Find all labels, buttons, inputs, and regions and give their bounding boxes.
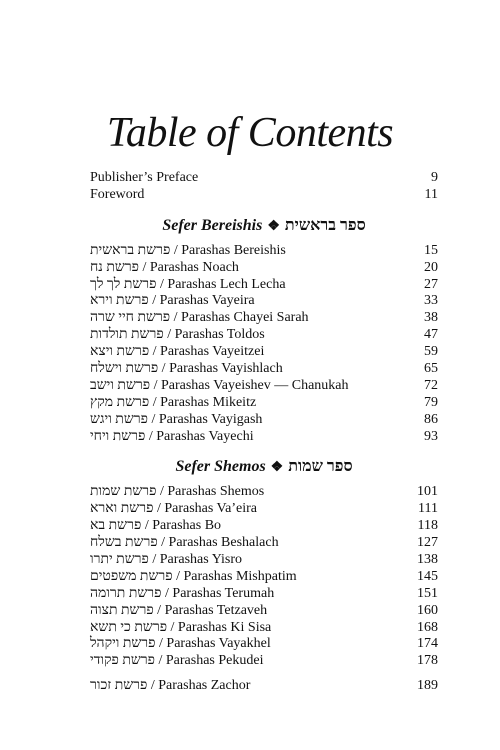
toc-entry-label <box>90 653 263 670</box>
toc-entry[interactable] <box>90 429 438 446</box>
toc-entry[interactable] <box>90 260 438 277</box>
toc-page-number: 38 <box>424 310 438 326</box>
toc-list <box>90 170 438 695</box>
entry-english-name: Parashas Pekudei <box>165 653 264 669</box>
entry-english-name: Parashas Zachor <box>158 678 251 694</box>
entry-divider: / <box>149 394 161 410</box>
section-name-english: Sefer Shemos <box>175 458 266 476</box>
toc-entry-label: Publisher’s Preface <box>90 170 199 185</box>
toc-entry[interactable] <box>90 327 438 344</box>
entry-divider: / <box>149 344 161 360</box>
toc-entry-label <box>90 552 242 569</box>
entry-hebrew-name: פרשת מקץ <box>90 394 150 410</box>
entry-divider: / <box>139 259 150 275</box>
entry-hebrew-name: פרשת ויצא <box>90 344 150 360</box>
toc-entry[interactable] <box>90 653 438 670</box>
entry-hebrew-name: פרשת בשלח <box>90 535 158 551</box>
entry-divider: / <box>150 377 161 393</box>
section-name-hebrew: ספר שמות <box>288 458 353 476</box>
toc-entry[interactable] <box>90 187 438 204</box>
toc-page-number: 59 <box>424 344 438 360</box>
section-separator-ornament: ❖ <box>270 460 284 476</box>
entry-spacer <box>90 670 438 678</box>
entry-english-name: Parashas Noach <box>149 259 239 275</box>
entry-english-name: Parashas Ki Sisa <box>177 619 272 635</box>
entry-hebrew-name: פרשת כי תשא <box>90 619 168 635</box>
toc-page-number: 27 <box>424 276 438 292</box>
entry-divider: / <box>156 276 168 292</box>
entry-english-name: Parashas Vayakhel <box>166 636 271 652</box>
entry-english-name: Parashas Vayechi <box>156 428 254 444</box>
entry-hebrew-name: פרשת ויחי <box>90 428 146 444</box>
toc-entry[interactable] <box>90 361 438 378</box>
toc-entry[interactable] <box>90 620 438 637</box>
toc-entry[interactable] <box>90 552 438 569</box>
toc-entry-label <box>90 603 267 620</box>
toc-entry[interactable] <box>90 636 438 653</box>
entry-hebrew-name: פרשת ויגש <box>90 411 148 427</box>
toc-page-number: 47 <box>424 327 438 343</box>
toc-page-number: 151 <box>417 585 438 601</box>
toc-entry-label <box>90 327 265 344</box>
entry-english-name: Parashas Vayigash <box>158 411 263 427</box>
toc-entry-label <box>90 678 250 695</box>
entry-hebrew-name: פרשת וירא <box>90 293 149 309</box>
toc-entry[interactable] <box>90 484 438 501</box>
entry-english-name: Parashas Chayei Sarah <box>181 310 309 326</box>
entry-divider: / <box>157 535 169 551</box>
entry-hebrew-name: פרשת בא <box>90 518 142 534</box>
toc-entry[interactable] <box>90 277 438 294</box>
toc-entry[interactable] <box>90 395 438 412</box>
entry-english-name: Parashas Bereishis <box>181 242 286 258</box>
toc-entry-label <box>90 501 257 518</box>
entry-hebrew-name: פרשת משפטים <box>90 568 173 584</box>
toc-page-number: 189 <box>417 678 438 694</box>
entry-english-name: Parashas Vayeishev — Chanukah <box>160 377 349 393</box>
entry-divider: / <box>148 293 160 309</box>
toc-page-number: 15 <box>424 242 438 258</box>
toc-page-number: 101 <box>417 484 438 500</box>
entry-divider: / <box>153 501 165 517</box>
entry-hebrew-name: פרשת תצוה <box>90 602 154 618</box>
toc-entry-label <box>90 395 256 412</box>
toc-entry-label <box>90 586 274 603</box>
toc-page-number: 79 <box>424 394 438 410</box>
entry-english-name: Parashas Lech Lecha <box>167 276 286 292</box>
entry-hebrew-name: פרשת נח <box>90 259 139 275</box>
entry-english-name: Parashas Yisro <box>159 552 243 568</box>
toc-entry[interactable] <box>90 501 438 518</box>
toc-entry-label <box>90 310 309 327</box>
toc-page-number: 9 <box>431 170 438 185</box>
entry-english-name: Parashas Vayishlach <box>169 361 283 377</box>
entry-divider: / <box>147 411 159 427</box>
toc-page-number: 127 <box>417 535 438 551</box>
toc-page-number: 65 <box>424 361 438 377</box>
toc-page-number: 168 <box>417 619 438 635</box>
toc-entry[interactable] <box>90 678 438 695</box>
toc-page-number: 160 <box>417 602 438 618</box>
toc-page-number: 11 <box>424 186 438 202</box>
entry-hebrew-name: פרשת ויקהל <box>90 636 156 652</box>
entry-divider: / <box>172 568 184 584</box>
entry-hebrew-name: פרשת וישלח <box>90 361 159 377</box>
entry-english-name: Parashas Tetzaveh <box>164 602 268 618</box>
entry-hebrew-name: פרשת שמות <box>90 484 157 500</box>
toc-entry-label <box>90 412 262 429</box>
entry-divider: / <box>170 242 182 258</box>
toc-entry[interactable] <box>90 586 438 603</box>
section-heading <box>90 215 438 237</box>
entry-english-name: Parashas Shemos <box>167 484 265 500</box>
entry-divider: / <box>158 361 170 377</box>
section-name-english: Sefer Bereishis <box>162 216 263 234</box>
entry-divider: / <box>153 602 165 618</box>
entry-english-name: Parashas Vayeitzei <box>160 344 265 360</box>
section-name-hebrew: ספר בראשית <box>284 216 366 234</box>
toc-entry-label <box>90 293 255 310</box>
section-heading <box>90 456 438 478</box>
toc-entry[interactable] <box>90 293 438 310</box>
toc-entry[interactable] <box>90 310 438 327</box>
entry-divider: / <box>163 327 175 343</box>
toc-entry-label <box>90 569 297 586</box>
entry-english-name: Parashas Mishpatim <box>183 568 297 584</box>
toc-page-number: 174 <box>417 636 438 652</box>
toc-entry-label <box>90 429 254 446</box>
toc-page-number: 138 <box>417 552 438 568</box>
toc-page-number: 118 <box>417 518 438 534</box>
entry-divider: / <box>145 428 157 444</box>
toc-page-number: 111 <box>418 501 438 517</box>
toc-entry-label <box>90 243 286 260</box>
toc-page-number: 86 <box>424 411 438 427</box>
toc-page-number: 33 <box>424 293 438 309</box>
entry-hebrew-name: פרשת פקודי <box>90 653 155 669</box>
entry-hebrew-name: פרשת וישב <box>90 377 151 393</box>
toc-entry[interactable] <box>90 412 438 429</box>
toc-entry-label <box>90 260 239 277</box>
toc-page-number: 20 <box>424 259 438 275</box>
toc-entry[interactable] <box>90 243 438 260</box>
toc-entry-label <box>90 378 349 395</box>
entry-english-name: Parashas Va’eira <box>164 501 257 517</box>
toc-entry-label <box>90 484 264 501</box>
entry-hebrew-name: פרשת בראשית <box>90 242 171 258</box>
entry-divider: / <box>167 619 178 635</box>
toc-entry[interactable] <box>90 344 438 361</box>
entry-hebrew-name: פרשת חיי שרה <box>90 310 171 326</box>
toc-entry-label <box>90 361 283 378</box>
toc-page-number: 72 <box>424 377 438 393</box>
entry-hebrew-name: פרשת יתרו <box>90 552 149 568</box>
toc-entry-label <box>90 535 279 552</box>
entry-divider: / <box>154 653 166 669</box>
toc-entry[interactable] <box>90 378 438 395</box>
entry-english-name: Parashas Terumah <box>172 585 275 601</box>
entry-english-name: Parashas Toldos <box>174 327 265 343</box>
entry-divider: / <box>161 585 173 601</box>
toc-entry-label <box>90 620 271 637</box>
entry-hebrew-name: פרשת לך לך <box>90 276 157 292</box>
page-title: Table of Contents <box>106 110 394 156</box>
entry-english-name: Parashas Beshalach <box>168 535 279 551</box>
toc-entry-label <box>90 277 286 294</box>
toc-page-number: 93 <box>424 428 438 444</box>
toc-entry[interactable] <box>90 518 438 535</box>
toc-entry-label <box>90 636 271 653</box>
entry-english-name: Parashas Mikeitz <box>160 394 257 410</box>
toc-page-number: 178 <box>417 653 438 669</box>
toc-entry[interactable] <box>90 535 438 552</box>
entry-hebrew-name: פרשת וארא <box>90 501 154 517</box>
entry-divider: / <box>141 518 153 534</box>
entry-english-name: Parashas Bo <box>152 518 222 534</box>
entry-divider: / <box>147 678 159 694</box>
entry-divider: / <box>170 310 182 326</box>
entry-hebrew-name: פרשת תולדות <box>90 327 164 343</box>
section-separator-ornament: ❖ <box>267 218 280 234</box>
entry-english-name: Parashas Vayeira <box>159 293 255 309</box>
toc-entry[interactable] <box>90 603 438 620</box>
toc-entry-label: Foreword <box>90 186 145 202</box>
entry-divider: / <box>156 484 168 500</box>
entry-hebrew-name: פרשת זכור <box>90 678 148 694</box>
entry-divider: / <box>155 636 167 652</box>
entry-divider: / <box>148 552 160 568</box>
entry-hebrew-name: פרשת תרומה <box>90 585 162 601</box>
toc-entry[interactable] <box>90 170 438 187</box>
toc-entry-label <box>90 518 221 535</box>
toc-entry-label <box>90 344 264 361</box>
toc-entry[interactable] <box>90 569 438 586</box>
toc-page-number: 145 <box>417 568 438 584</box>
